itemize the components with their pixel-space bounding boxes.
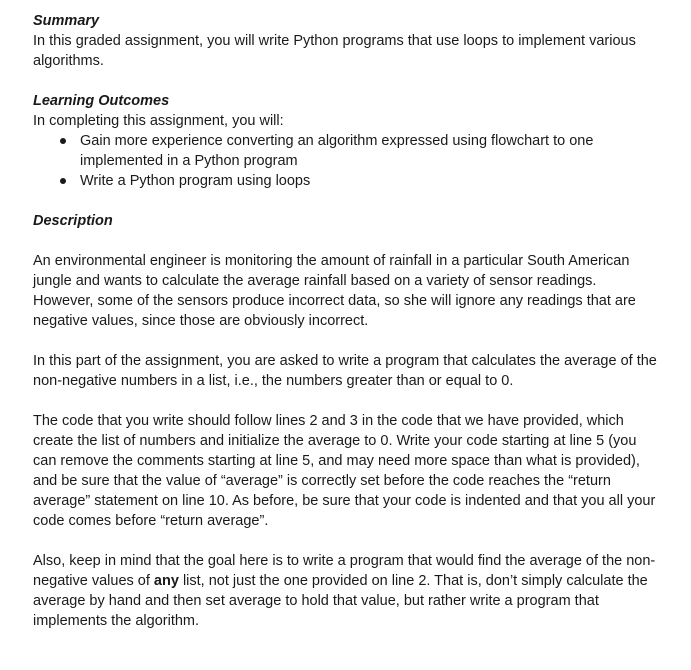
list-item — [33, 171, 657, 191]
spacer — [33, 231, 657, 251]
paragraph-text-end: list, not just the one provided on line 2. That is, don’t simply calculate the average by hand and then set average to hold that value, but rather write a program that implements the algorithm. — [33, 573, 648, 629]
spacer — [33, 531, 657, 551]
learning-outcomes-heading: Learning Outcomes — [33, 93, 170, 109]
learning-outcomes-list — [33, 131, 657, 191]
description-paragraph-3: The code that you write should follow lines 2 and 3 in the code that we have provided, which create the list of numbers and initialize the average to 0. Write your code starting at line 5 (you can remove the comments starting at line 5, and may need more space than what is provided), and be sure that the value of “average” is correctly set before the code reaches the “return average” statement on line 10. As before, be sure that your code is indented and that you all your code comes before “return average”. — [33, 413, 656, 529]
paragraph-text-start: Also, keep in mind that the goal here is to write a program that would find the average of the non-negative values of — [33, 553, 656, 589]
learning-outcomes-intro: In completing this assignment, you will: — [33, 113, 284, 129]
list-item-text: Write a Python program using loops — [80, 173, 311, 189]
description-paragraph-4 — [33, 551, 657, 631]
emphasis-any: any — [153, 573, 179, 589]
bullet-icon — [60, 138, 66, 144]
spacer — [33, 391, 657, 411]
spacer — [33, 191, 657, 211]
description-paragraph-2: In this part of the assignment, you are asked to write a program that calculates the average of the non-negative numbers in a list, i.e., the numbers greater than or equal to 0. — [33, 353, 657, 389]
list-item — [33, 131, 657, 171]
description-heading: Description — [33, 213, 113, 229]
bullet-icon — [60, 178, 66, 184]
summary-text: In this graded assignment, you will write Python programs that use loops to implement various algorithms. — [33, 33, 636, 69]
spacer — [33, 331, 657, 351]
spacer — [33, 71, 657, 91]
list-item-text: Gain more experience converting an algorithm expressed using flowchart to one implemented in a Python program — [80, 133, 594, 169]
summary-heading: Summary — [33, 13, 100, 29]
description-paragraph-1: An environmental engineer is monitoring the amount of rainfall in a particular South American jungle and wants to calculate the average rainfall based on a variety of sensor readings. However, some of the sensors produce incorrect data, so she will ignore any readings that are negative values, since those are obviously incorrect. — [33, 253, 636, 329]
